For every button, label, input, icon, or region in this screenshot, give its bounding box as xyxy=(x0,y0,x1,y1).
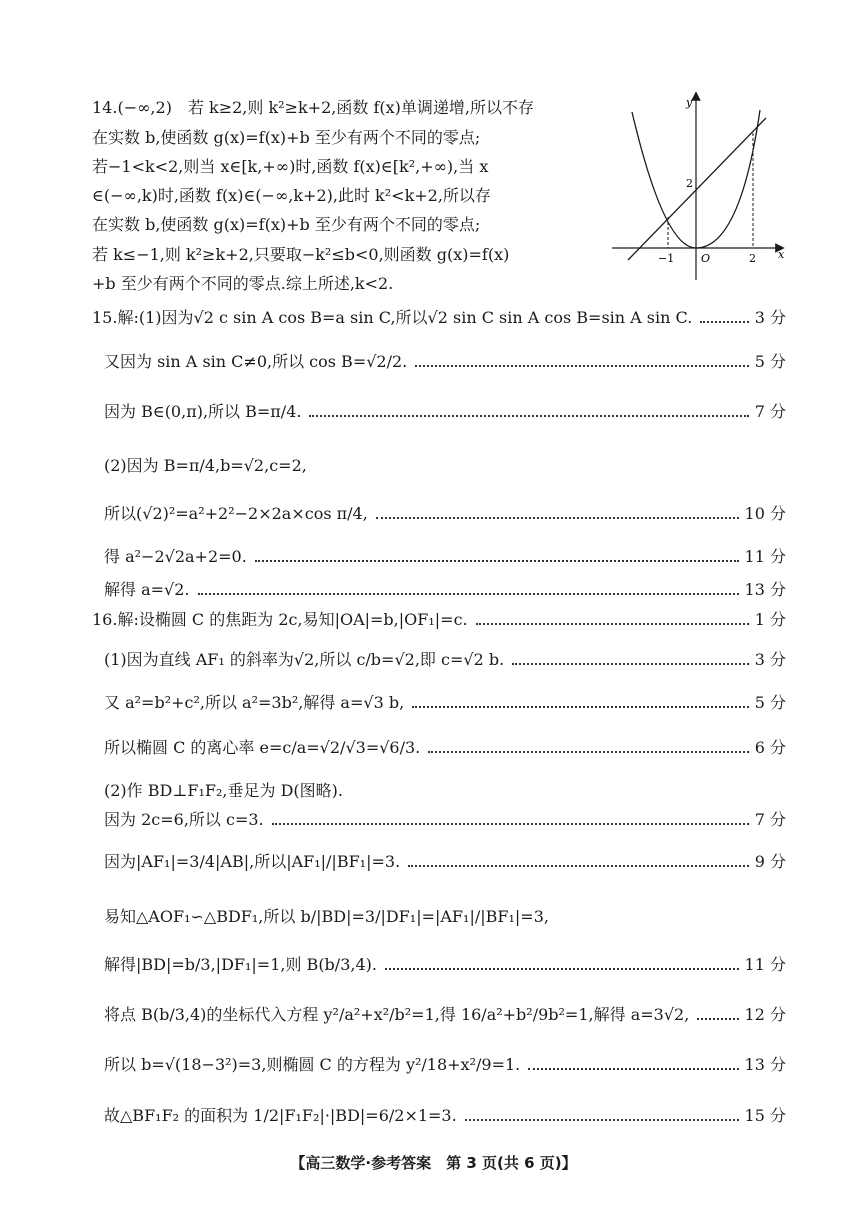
p15-step-6 xyxy=(104,545,786,567)
p15-step-7-text: 解得 a=√2. xyxy=(104,580,190,599)
p15-step-7 xyxy=(104,578,786,600)
p16-step-2 xyxy=(104,648,786,670)
leader-dots xyxy=(309,415,748,417)
p16-step-6-text: 因为 2c=6,所以 c=3. xyxy=(104,810,264,829)
origin-label: O xyxy=(701,252,711,265)
p16-step-11-score: 13 分 xyxy=(744,1055,786,1074)
p15-step-1-score: 3 分 xyxy=(754,308,786,327)
tick-y-2: 2 xyxy=(686,177,693,190)
p16-step-2-score: 3 分 xyxy=(754,650,786,669)
p16-step-8: 易知△AOF₁∽△BDF₁,所以 b/|BD|=3/|DF₁|=|AF₁|/|BF₁|=3, xyxy=(104,907,549,926)
p15-step-3-text: 因为 B∈(0,π),所以 B=π/4. xyxy=(104,402,302,421)
function-graph xyxy=(610,92,790,284)
p16-step-3 xyxy=(104,691,786,713)
p15-step-6-text: 得 a²−2√2a+2=0. xyxy=(104,547,247,566)
leader-dots xyxy=(272,823,749,825)
p16-step-7 xyxy=(104,850,786,872)
p15-step-2 xyxy=(104,350,786,372)
p16-step-11-text: 所以 b=√(18−3²)=3,则椭圆 C 的方程为 y²/18+x²/9=1. xyxy=(104,1055,521,1074)
p16-step-9-text: 解得|BD|=b/3,|DF₁|=1,则 B(b/3,4). xyxy=(104,955,377,974)
p15-step-3 xyxy=(104,400,786,422)
leader-dots xyxy=(700,321,748,323)
p14-line-4: ∈(−∞,k)时,函数 f(x)∈(−∞,k+2),此时 k²<k+2,所以存 xyxy=(92,186,491,205)
p16-step-12-text: 故△BF₁F₂ 的面积为 1/2|F₁F₂|·|BD|=6/2×1=3. xyxy=(104,1106,457,1125)
p16-step-6-score: 7 分 xyxy=(754,810,786,829)
p16-step-5: (2)作 BD⊥F₁F₂,垂足为 D(图略). xyxy=(104,781,343,800)
p15-step-3-score: 7 分 xyxy=(754,402,786,421)
p14-line-6: 若 k≤−1,则 k²≥k+2,只要取−k²≤b<0,则函数 g(x)=f(x) xyxy=(92,245,510,264)
p15-step-5-text: 所以(√2)²=a²+2²−2×2a×cos π/4, xyxy=(104,504,368,523)
p15-step-1-text: 15.解:(1)因为√2 c sin A cos B=a sin C,所以√2 sin C sin A cos B=sin A sin C. xyxy=(92,308,693,327)
p14-line-3: 若−1<k<2,则当 x∈[k,+∞)时,函数 f(x)∈[k²,+∞),当 x xyxy=(92,157,489,176)
p16-step-1-text: 16.解:设椭圆 C 的焦距为 2c,易知|OA|=b,|OF₁|=c. xyxy=(92,610,468,629)
p14-line-1: 14.(−∞,2) 若 k≥2,则 k²≥k+2,函数 f(x)单调递增,所以不存 xyxy=(92,98,534,117)
leader-dots xyxy=(408,865,749,867)
p16-step-9 xyxy=(104,953,786,975)
leader-dots xyxy=(465,1119,739,1121)
leader-dots xyxy=(428,751,748,753)
p16-step-9-score: 11 分 xyxy=(744,955,786,974)
p16-step-11 xyxy=(104,1053,786,1075)
p16-step-6 xyxy=(104,808,786,830)
p15-step-2-score: 5 分 xyxy=(754,352,786,371)
leader-dots xyxy=(198,593,739,595)
leader-dots xyxy=(385,968,739,970)
p15-step-4: (2)因为 B=π/4,b=√2,c=2, xyxy=(104,456,307,475)
page-footer: 【高三数学·参考答案 第 3 页(共 6 页)】 xyxy=(290,1154,577,1172)
tick-x-2: 2 xyxy=(749,252,756,265)
p14-line-5: 在实数 b,使函数 g(x)=f(x)+b 至少有两个不同的零点; xyxy=(92,215,481,234)
leader-dots xyxy=(412,706,749,708)
y-axis-label: y xyxy=(686,96,693,109)
p16-step-1-score: 1 分 xyxy=(754,610,786,629)
p16-step-2-text: (1)因为直线 AF₁ 的斜率为√2,所以 c/b=√2,即 c=√2 b. xyxy=(104,650,505,669)
p16-step-1 xyxy=(92,608,786,630)
p16-step-10-score: 12 分 xyxy=(744,1005,786,1024)
p16-step-12-score: 15 分 xyxy=(744,1106,786,1125)
x-axis-label: x xyxy=(778,248,785,261)
p15-step-5-score: 10 分 xyxy=(744,504,786,523)
p16-step-4-text: 所以椭圆 C 的离心率 e=c/a=√2/√3=√6/3. xyxy=(104,738,421,757)
leader-dots xyxy=(697,1018,738,1020)
p16-step-3-score: 5 分 xyxy=(754,693,786,712)
p15-step-1 xyxy=(92,306,786,328)
leader-dots xyxy=(255,560,739,562)
p14-line-7: +b 至少有两个不同的零点.综上所述,k<2. xyxy=(92,274,394,293)
p16-step-10 xyxy=(104,1003,786,1025)
p16-step-7-score: 9 分 xyxy=(754,852,786,871)
leader-dots xyxy=(476,623,749,625)
p16-step-12 xyxy=(104,1104,786,1126)
tick-x-neg1: −1 xyxy=(658,252,675,265)
leader-dots xyxy=(376,517,739,519)
parabola-right xyxy=(696,110,760,248)
leader-dots xyxy=(512,663,749,665)
p15-step-7-score: 13 分 xyxy=(744,580,786,599)
p15-step-5 xyxy=(104,502,786,524)
p16-step-10-text: 将点 B(b/3,4)的坐标代入方程 y²/a²+x²/b²=1,得 16/a²+b²/9b²=1,解得 a=3√2, xyxy=(104,1005,690,1024)
line-y-x-plus-2 xyxy=(628,118,766,260)
p16-step-4-score: 6 分 xyxy=(754,738,786,757)
leader-dots xyxy=(528,1068,738,1070)
p16-step-7-text: 因为|AF₁|=3/4|AB|,所以|AF₁|/|BF₁|=3. xyxy=(104,852,401,871)
p15-step-6-score: 11 分 xyxy=(744,547,786,566)
p15-step-2-text: 又因为 sin A sin C≠0,所以 cos B=√2/2. xyxy=(104,352,408,371)
p14-line-2: 在实数 b,使函数 g(x)=f(x)+b 至少有两个不同的零点; xyxy=(92,128,481,147)
p16-step-4 xyxy=(104,736,786,758)
p16-step-3-text: 又 a²=b²+c²,所以 a²=3b²,解得 a=√3 b, xyxy=(104,693,405,712)
leader-dots xyxy=(415,365,748,367)
